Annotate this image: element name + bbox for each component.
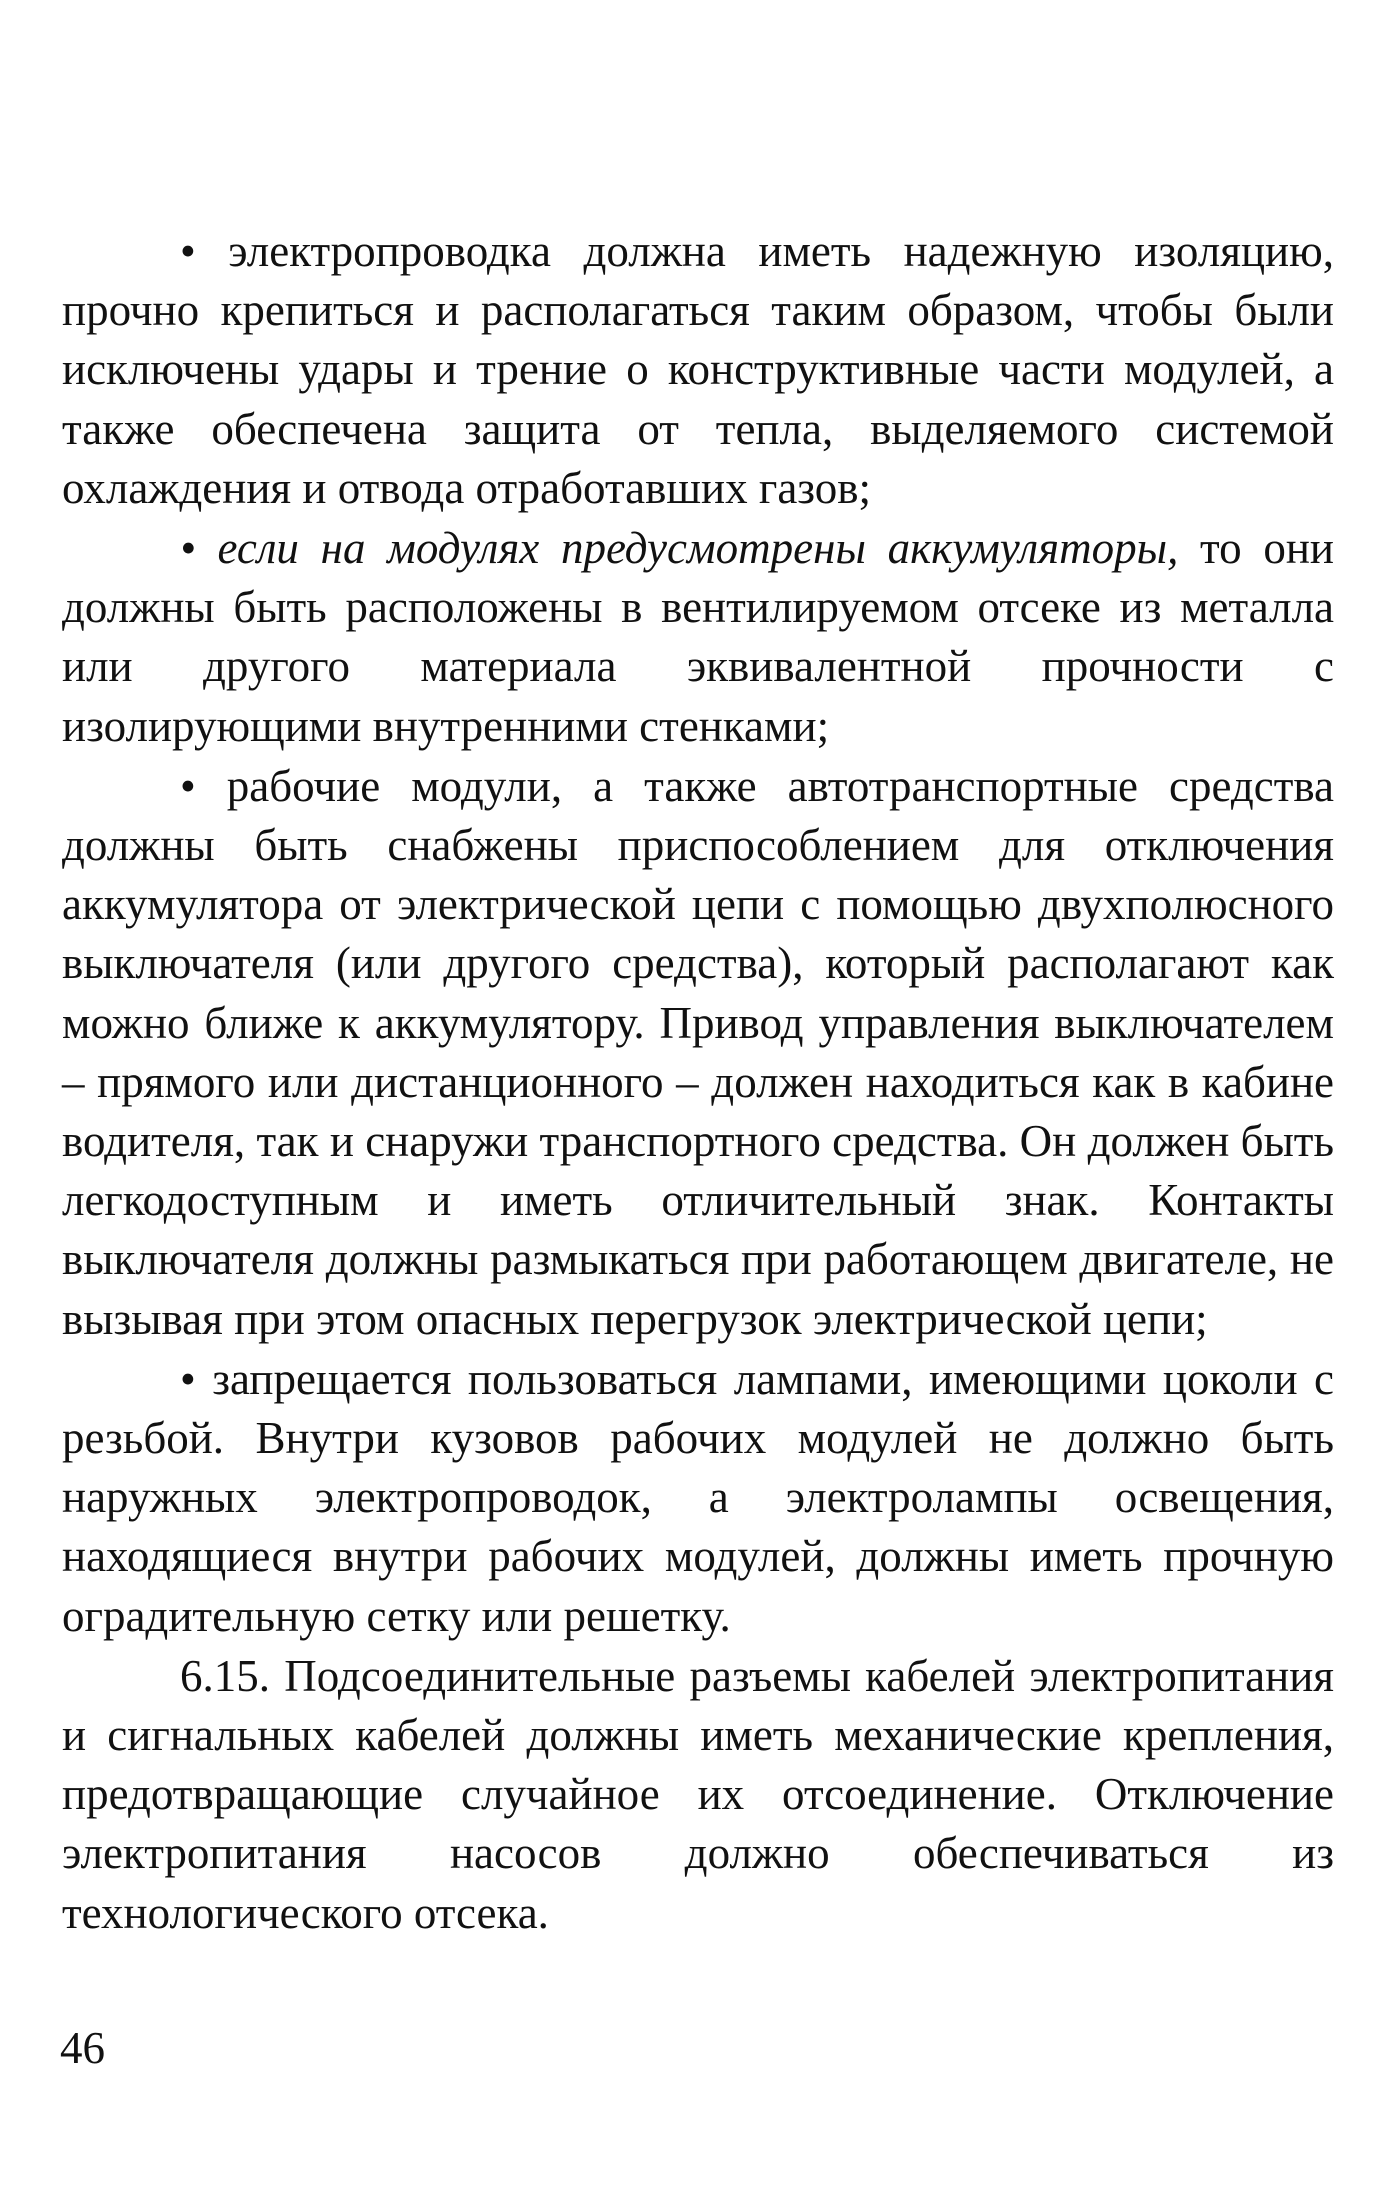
paragraph-battery-disconnect [62,757,1334,1349]
paragraph-batteries-compartment [62,519,1334,756]
paragraph-text: • рабочие модули, а также автотранспортные средства должны быть снабжены приспособлением для отключения аккумулятора от электрической цепи с помощью двухполюсного выключателя (или другого средства), который располагают как можно ближе к аккумулятору. Привод управления выключателем – прямого или дистанционного – должен находиться как в кабине водителя, так и снаружи транспортного средства. Он должен быть легкодоступным и иметь отличительный знак. Контакты выключателя должны размыкаться при работающем двигателе, не вызывая при этом опасных перегрузок электрической цепи; [62,760,1334,1344]
paragraph-text: • электропроводка должна иметь надежную изоляцию, прочно крепиться и располагаться таким образом, чтобы были исключены удары и трение о конструктивные части модулей, а также обеспечена защита от тепла, выделяемого системой охлаждения и отвода отработавших газов; [62,226,1334,513]
paragraph-text: • запрещается пользоваться лампами, имеющими цоколи с резьбой. Внутри кузовов рабочих модулей не должно быть наружных электропроводок, а электролампы освещения, находящиеся внутри рабочих модулей, должны иметь прочную оградительную сетку или решетку. [62,1353,1334,1641]
paragraph-text: то они должны быть расположены в вентилируемом отсеке из металла или другого материала эквивалентной прочности с изолирующими внутренними стенками; [62,523,1334,751]
paragraph-italic-lead: • если на модулях предусмотрены аккумуляторы, [180,523,1179,574]
paragraph-lamps [62,1350,1334,1646]
page-body [62,222,1334,1943]
paragraph-text: 6.15. Подсоединительные разъемы кабелей электропитания и сигнальных кабелей должны иметь механические крепления, предотвращающие случайное их отсоединение. Отключение электропитания насосов должно обеспечиваться из технологического отсека. [62,1650,1334,1938]
paragraph-section-6-15 [62,1647,1334,1943]
paragraph-wiring-insulation [62,222,1334,518]
page-number: 46 [60,2023,105,2073]
